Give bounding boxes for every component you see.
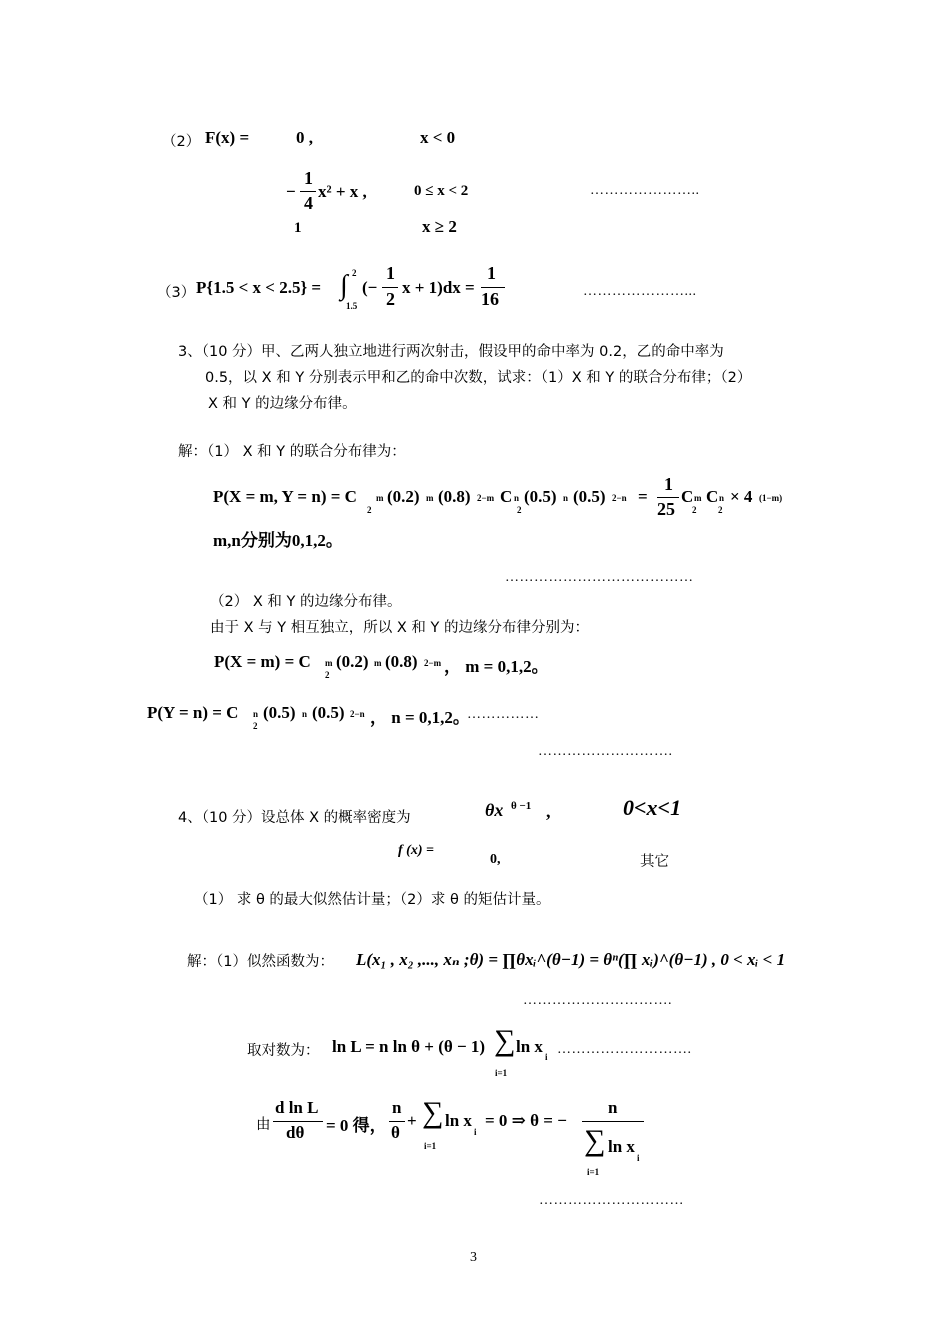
eq-zero: = 0 ⇒ θ = − bbox=[485, 1111, 567, 1130]
part3-int-lower: 1.5 bbox=[346, 301, 358, 311]
py-eq-tail: ， n = 0,1,2。 bbox=[370, 708, 470, 727]
q4-likelihood-eq: L(x₁ , x₂ ,..., xₙ ;θ) = ∏θxᵢ^(θ−1) = θⁿ(∏ xᵢ)^(θ−1) , 0 < xᵢ < 1 bbox=[356, 950, 786, 969]
joint-sup-n2: n bbox=[563, 493, 569, 503]
pdf-row2-cond: 其它 bbox=[640, 854, 669, 870]
deriv-den: dθ bbox=[286, 1123, 305, 1142]
final-num: n bbox=[608, 1098, 618, 1117]
part2-row1-value: 0 , bbox=[296, 128, 313, 147]
log-sub-i: i bbox=[545, 1052, 548, 1062]
pdf-lhs: f (x) = bbox=[398, 843, 434, 858]
px-eq-tail: ， m = 0,1,2。 bbox=[444, 657, 549, 676]
q3-dots2: ………………………. bbox=[538, 744, 673, 759]
pdf-row2-val: 0, bbox=[490, 852, 501, 867]
joint-sub-2d: 2 bbox=[718, 505, 723, 515]
part2-row1-cond: x < 0 bbox=[420, 128, 456, 147]
log-sum-lower: i=1 bbox=[495, 1068, 508, 1078]
joint-sup-m: m bbox=[376, 493, 384, 503]
part3-res-num: 1 bbox=[487, 263, 496, 283]
joint-sub-2b: 2 bbox=[517, 505, 522, 515]
part3-res-line bbox=[481, 287, 505, 288]
joint-c2: C bbox=[706, 487, 719, 506]
q4-dots2: ………………………… bbox=[539, 1193, 684, 1208]
log-eq-right: ln x bbox=[516, 1037, 543, 1056]
pdf-row1-sup: θ −1 bbox=[511, 800, 532, 812]
sum-lower-2: i=1 bbox=[424, 1141, 437, 1151]
part3-rest: x + 1)dx = bbox=[402, 278, 475, 297]
final-sum-lower: i=1 bbox=[587, 1167, 600, 1177]
pdf-row1-comma: , bbox=[546, 801, 551, 821]
joint-eq-d: (0.5) bbox=[524, 487, 557, 506]
q3-line3: X 和 Y 的边缘分布律。 bbox=[208, 396, 357, 412]
final-frac-line bbox=[582, 1121, 644, 1122]
py-eq-left: P(Y = n) = C bbox=[147, 703, 239, 722]
n-over-theta-num: n bbox=[392, 1098, 402, 1117]
part3-lhs: P{1.5 < x < 2.5} = bbox=[196, 278, 322, 297]
final-den-term: ln x bbox=[608, 1137, 635, 1156]
sum-sign-2: ∑ bbox=[422, 1096, 444, 1129]
part3-open: (− bbox=[362, 278, 378, 297]
px-sub-2: 2 bbox=[325, 670, 330, 680]
joint-frac-num: 1 bbox=[664, 474, 673, 494]
py-sup-n: n bbox=[253, 709, 259, 719]
final-den-sub: i bbox=[637, 1153, 640, 1163]
integral-sign: ∫ bbox=[340, 270, 348, 301]
px-sup-m: m bbox=[325, 658, 333, 668]
py-sub-2: 2 bbox=[253, 721, 258, 731]
part3-half-num: 1 bbox=[386, 263, 395, 283]
joint-eq-left: P(X = m, Y = n) = C bbox=[213, 487, 357, 506]
part2-row2-sign: − bbox=[286, 182, 296, 201]
q4-sol1-label: 解：（1）似然函数为： bbox=[187, 954, 334, 970]
part3-half-line bbox=[382, 287, 398, 288]
part2-row2-value: x² + x , bbox=[318, 182, 367, 201]
pdf-row1-val: θx bbox=[485, 800, 504, 820]
sum-term-sub: i bbox=[474, 1127, 477, 1137]
n-over-theta-line bbox=[389, 1121, 405, 1122]
page-number: 3 bbox=[470, 1250, 477, 1265]
n-over-theta-den: θ bbox=[391, 1123, 400, 1142]
q3-sol2-label: （2） X 和 Y 的边缘分布律。 bbox=[210, 594, 402, 610]
py-sup-n2: n bbox=[302, 709, 308, 719]
part2-label: （2） bbox=[162, 134, 201, 150]
log-eq-left: ln L = n ln θ + (θ − 1) bbox=[332, 1037, 486, 1056]
sum-sign: ∑ bbox=[494, 1024, 516, 1057]
plus-sign: + bbox=[407, 1111, 417, 1130]
pdf-row1-cond: 0<x<1 bbox=[623, 795, 682, 820]
q3-sol1-label: 解：（1） X 和 Y 的联合分布律为： bbox=[178, 444, 406, 460]
joint-eq-f: = bbox=[638, 487, 648, 506]
part2-lhs: F(x) = bbox=[205, 128, 250, 147]
joint-c1: C bbox=[681, 487, 694, 506]
log-label: 取对数为： bbox=[247, 1043, 320, 1059]
q3-dots1: ………………………………… bbox=[505, 570, 694, 585]
part3-int-upper: 2 bbox=[352, 268, 357, 278]
joint-frac-line bbox=[657, 497, 679, 498]
py-eq-rest1: (0.5) bbox=[263, 703, 296, 722]
joint-sup-n: n bbox=[514, 493, 520, 503]
py-sup-2n: 2−n bbox=[350, 709, 365, 719]
joint-sup-m3: m bbox=[694, 493, 702, 503]
joint-eq-a: (0.2) bbox=[387, 487, 420, 506]
joint-sup-1m: (1−m) bbox=[759, 493, 783, 503]
part3-label: （3） bbox=[157, 285, 196, 301]
joint-eq-b: (0.8) bbox=[438, 487, 471, 506]
part2-row3-cond: x ≥ 2 bbox=[422, 217, 457, 236]
q4-task: （1） 求 θ 的最大似然估计量；（2）求 θ 的矩估计量。 bbox=[194, 892, 551, 908]
joint-sup-m2: m bbox=[426, 493, 434, 503]
q4-dots1: …………………………. bbox=[523, 993, 672, 1008]
joint-sup-2n: 2−n bbox=[612, 493, 627, 503]
part3-res-den: 16 bbox=[481, 289, 499, 309]
part2-row2-frac-line bbox=[300, 191, 316, 192]
py-dots: …………… bbox=[467, 707, 540, 722]
joint-sup-n3: n bbox=[719, 493, 725, 503]
px-eq-rest1: (0.2) bbox=[336, 652, 369, 671]
part2-row2-cond: 0 ≤ x < 2 bbox=[414, 183, 469, 199]
py-eq-rest2: (0.5) bbox=[312, 703, 345, 722]
px-eq-left: P(X = m) = C bbox=[214, 652, 311, 671]
q3-sol2-text: 由于 X 与 Y 相互独立，所以 X 和 Y 的边缘分布律分别为： bbox=[210, 620, 589, 636]
part2-dots: ………………….. bbox=[590, 183, 700, 198]
log-dots: ………………………. bbox=[557, 1042, 692, 1057]
deriv-eq: = 0 得， bbox=[326, 1116, 387, 1135]
deriv-frac-line bbox=[273, 1121, 323, 1122]
part2-row3-value: 1 bbox=[294, 220, 302, 236]
part2-row2-frac-num: 1 bbox=[304, 168, 313, 188]
joint-eq-c: C bbox=[500, 487, 513, 506]
part2-row2-frac-den: 4 bbox=[304, 193, 313, 213]
part3-dots: …………………... bbox=[583, 284, 697, 299]
sum-sign-3: ∑ bbox=[584, 1124, 606, 1157]
joint-sub-2c: 2 bbox=[692, 505, 697, 515]
joint-frac-den: 25 bbox=[657, 499, 675, 519]
px-eq-rest2: (0.8) bbox=[385, 652, 418, 671]
joint-eq-e: (0.5) bbox=[573, 487, 606, 506]
joint-tail: × 4 bbox=[730, 487, 753, 506]
joint-sup-2m: 2−m bbox=[477, 493, 495, 503]
sum-term: ln x bbox=[445, 1111, 472, 1130]
joint-sub-2a: 2 bbox=[367, 505, 372, 515]
deriv-prefix: 由 bbox=[256, 1117, 271, 1133]
px-sup-m2: m bbox=[374, 658, 382, 668]
px-sup-2m: 2−m bbox=[424, 658, 442, 668]
q4-line1: 4、（10 分）设总体 X 的概率密度为 bbox=[178, 810, 411, 826]
q3-range-text: m,n分别为0,1,2。 bbox=[213, 531, 343, 550]
part3-half-den: 2 bbox=[386, 289, 395, 309]
q3-line1: 3、（10 分）甲、乙两人独立地进行两次射击，假设甲的命中率为 0.2，乙的命中率为 bbox=[178, 344, 724, 360]
q3-line2: 0.5，以 X 和 Y 分别表示甲和乙的命中次数，试求：（1）X 和 Y 的联合分布律；（2） bbox=[205, 370, 752, 386]
deriv-num: d ln L bbox=[275, 1098, 319, 1117]
